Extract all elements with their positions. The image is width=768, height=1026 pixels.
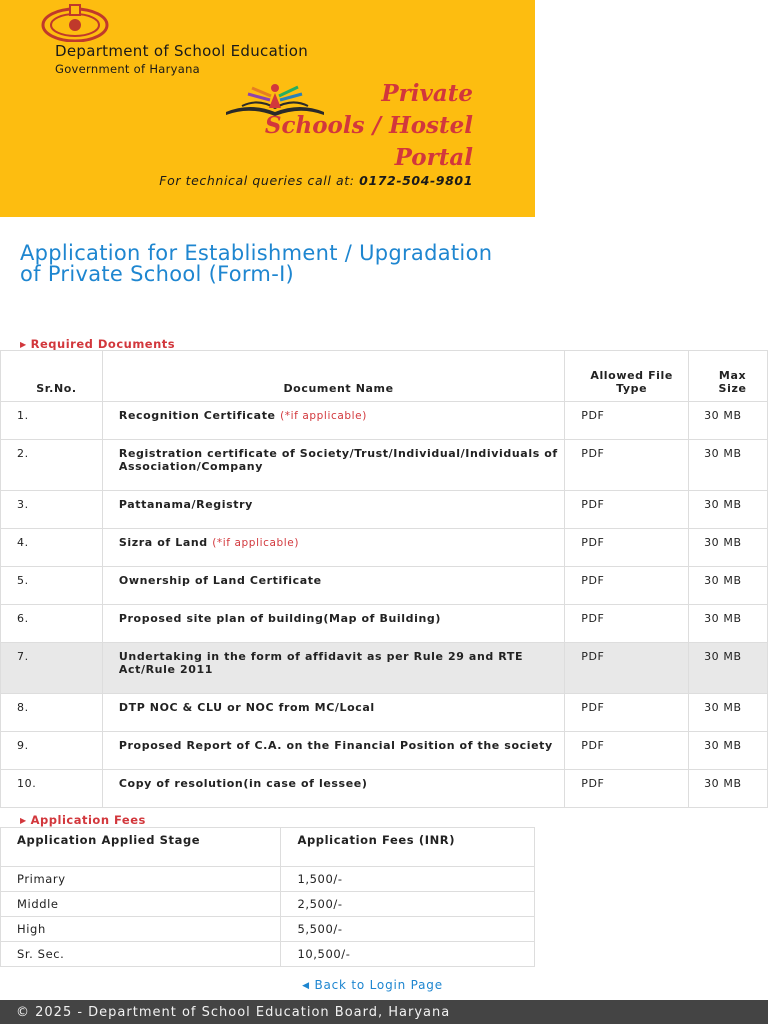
row-file-type: PDF (565, 491, 689, 529)
table-header-row (1, 351, 768, 402)
fees-row-stage: High (1, 917, 281, 942)
document-name-text: Recognition Certificate (118, 409, 276, 422)
row-sr-no: 5. (1, 567, 103, 605)
row-sr-no: 8. (1, 694, 103, 732)
document-name-text: Undertaking in the form of affidavit as per Rule 29 and RTE Act/Rule 2011 (118, 650, 524, 676)
fees-row (1, 942, 535, 967)
column-header-file-type: Allowed File Type (565, 351, 689, 402)
portal-title-line-2: Schools / Hostel (264, 112, 473, 139)
row-max-size: 30 MB (689, 402, 768, 440)
row-file-type: PDF (565, 529, 689, 567)
row-document-name (102, 440, 564, 491)
fees-row-amount: 10,500/- (281, 942, 535, 967)
table-row (1, 440, 768, 491)
required-documents-table (0, 350, 768, 808)
table-row-hovered (1, 643, 768, 694)
caret-left-icon: ◀ (302, 981, 310, 991)
row-document-name (102, 402, 564, 440)
row-file-type: PDF (565, 440, 689, 491)
application-fees-table (0, 827, 535, 967)
fees-row (1, 867, 535, 892)
row-document-name (102, 643, 564, 694)
row-sr-no: 3. (1, 491, 103, 529)
row-document-name (102, 529, 564, 567)
row-max-size: 30 MB (689, 643, 768, 694)
row-file-type: PDF (565, 643, 689, 694)
row-sr-no: 9. (1, 732, 103, 770)
row-max-size: 30 MB (689, 770, 768, 808)
applicability-note: (*if applicable) (212, 537, 300, 549)
document-name-text: Registration certificate of Society/Trust/Individual/Individuals of Association/Company (118, 447, 558, 473)
row-max-size: 30 MB (689, 567, 768, 605)
row-document-name (102, 567, 564, 605)
table-row (1, 770, 768, 808)
fees-row (1, 892, 535, 917)
row-file-type: PDF (565, 402, 689, 440)
haryana-emblem-icon (40, 2, 110, 42)
portal-title (133, 78, 473, 174)
fees-row-amount: 1,500/- (281, 867, 535, 892)
document-name-text: Ownership of Land Certificate (118, 574, 322, 587)
header-banner (0, 0, 535, 217)
required-documents-label (20, 337, 175, 351)
row-sr-no: 7. (1, 643, 103, 694)
table-row (1, 491, 768, 529)
column-header-max-size: Max Size (689, 351, 768, 402)
fees-row-stage: Middle (1, 892, 281, 917)
column-header-fees: Application Fees (INR) (281, 828, 535, 867)
caret-right-icon: ▶ (20, 340, 27, 349)
table-row (1, 529, 768, 567)
row-document-name (102, 694, 564, 732)
portal-title-line-3: Portal (394, 144, 473, 171)
column-header-stage: Application Applied Stage (1, 828, 281, 867)
document-name-text: Proposed site plan of building(Map of Building) (118, 612, 442, 625)
row-max-size: 30 MB (689, 605, 768, 643)
column-header-document-name: Document Name (102, 351, 564, 402)
caret-right-icon: ▶ (20, 816, 27, 825)
row-sr-no: 10. (1, 770, 103, 808)
row-file-type: PDF (565, 770, 689, 808)
row-max-size: 30 MB (689, 440, 768, 491)
table-row (1, 605, 768, 643)
document-name-text: Copy of resolution(in case of lessee) (118, 777, 368, 790)
tech-query-phone: 0172-504-9801 (359, 173, 473, 188)
row-max-size: 30 MB (689, 694, 768, 732)
row-max-size: 30 MB (689, 491, 768, 529)
application-fees-label (20, 813, 146, 827)
table-row (1, 694, 768, 732)
department-name: Department of School Education (55, 42, 309, 60)
fees-row (1, 917, 535, 942)
row-document-name (102, 732, 564, 770)
row-sr-no: 4. (1, 529, 103, 567)
fees-row-amount: 5,500/- (281, 917, 535, 942)
applicability-note: (*if applicable) (280, 410, 367, 422)
portal-title-line-1: Private (381, 80, 473, 107)
row-document-name (102, 605, 564, 643)
tech-query-label: For technical queries call at: (159, 173, 355, 188)
tech-query-text (53, 173, 473, 188)
fees-row-amount: 2,500/- (281, 892, 535, 917)
application-fees-label-text: Application Fees (30, 813, 146, 827)
fees-row-stage: Sr. Sec. (1, 942, 281, 967)
row-max-size: 30 MB (689, 529, 768, 567)
document-name-text: Proposed Report of C.A. on the Financial Position of the society (118, 739, 553, 752)
footer: © 2025 - Department of School Education Board, Haryana (0, 1000, 768, 1024)
row-file-type: PDF (565, 732, 689, 770)
row-file-type: PDF (565, 567, 689, 605)
document-name-text: Sizra of Land (118, 536, 208, 549)
row-sr-no: 2. (1, 440, 103, 491)
row-file-type: PDF (565, 694, 689, 732)
document-name-text: DTP NOC & CLU or NOC from MC/Local (118, 701, 375, 714)
row-document-name (102, 770, 564, 808)
back-to-login-link[interactable] (0, 978, 745, 992)
table-row (1, 567, 768, 605)
page-title: Application for Establishment / Upgradation of Private School (Form-I) (20, 241, 493, 286)
row-sr-no: 6. (1, 605, 103, 643)
fees-header-row (1, 828, 535, 867)
government-name: Government of Haryana (55, 62, 201, 76)
fees-row-stage: Primary (1, 867, 281, 892)
required-documents-label-text: Required Documents (30, 337, 176, 351)
table-row (1, 402, 768, 440)
document-name-text: Pattanama/Registry (118, 498, 253, 511)
row-sr-no: 1. (1, 402, 103, 440)
column-header-sr-no: Sr.No. (1, 351, 103, 402)
table-row (1, 732, 768, 770)
back-to-login-text: Back to Login Page (314, 978, 443, 992)
row-file-type: PDF (565, 605, 689, 643)
row-document-name (102, 491, 564, 529)
row-max-size: 30 MB (689, 732, 768, 770)
